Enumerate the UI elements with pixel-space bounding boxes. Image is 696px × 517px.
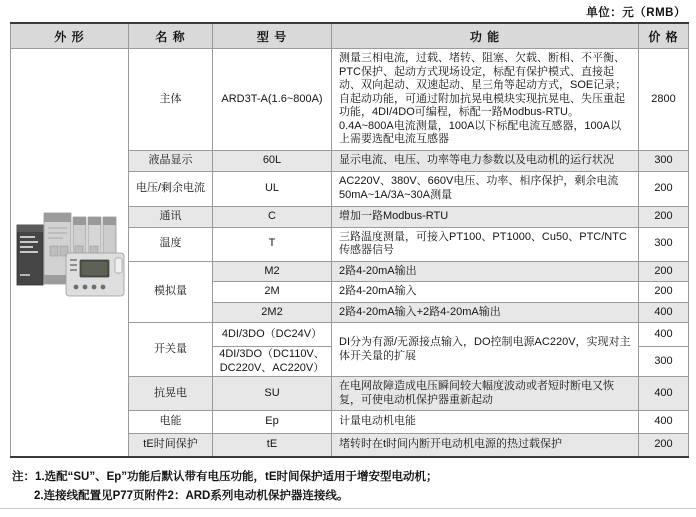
price-table bbox=[10, 22, 689, 458]
model-cell: UL bbox=[213, 171, 332, 206]
function-cell: 测量三相电流，过载、堵转、阻塞、欠载、断相、不平衡、PTC保护、起动方式现场设定，标配有保护模式、直接起动、双向起动、双速起动、星三角等起动方式，SOE记录；自起动功能，可通过附加抗晃电模块实现抗晃电、失压重起功能，4DI/4DO可编程，标配一路Modbus-RTU。0.4A~800A电流测量，100A以下标配电流互感器，100A以上需要选配电流互感器 bbox=[332, 49, 639, 151]
function-cell: 堵转时在t时间内断开电动机电源的热过载保护 bbox=[332, 434, 639, 457]
function-cell: 三路温度测量，可接入PT100、PT1000、Cu50、PTC/NTC传感器信号 bbox=[332, 227, 639, 261]
price-cell: 200 bbox=[639, 171, 689, 206]
model-cell: C bbox=[213, 206, 332, 227]
function-cell: 在电网故障造成电压瞬间较大幅度波动或者短时断电又恢复，可使电动机保护器重新起动 bbox=[332, 377, 639, 411]
name-cell: 电能 bbox=[129, 411, 213, 434]
function-cell: 2路4-20mA输入+2路4-20mA输出 bbox=[332, 302, 639, 323]
model-cell: tE bbox=[213, 434, 332, 457]
footnote-2: 2.连接线配置见P77页附件2：ARD系列电动机保护器连接线。 bbox=[34, 490, 349, 502]
price-cell: 200 bbox=[639, 282, 689, 303]
footnote-1: 注：1.选配“SU”、Ep”功能后默认带有电压功能，tE时间保护适用于增安型电动机； bbox=[12, 471, 438, 483]
price-cell: 200 bbox=[639, 434, 689, 457]
function-cell: AC220V、380V、660V电压、功率、相序保护，剩余电流50mA~1A/3A~30A测量 bbox=[332, 171, 639, 206]
model-cell: 4DI/3DO（DC24V） bbox=[213, 323, 332, 347]
name-cell: 通讯 bbox=[129, 206, 213, 227]
col-header-appearance: 外 形 bbox=[11, 23, 129, 49]
page-bottom-rule bbox=[0, 508, 696, 509]
function-cell: 计量电动机电能 bbox=[332, 411, 639, 434]
model-cell: 60L bbox=[213, 150, 332, 171]
model-cell: Ep bbox=[213, 411, 332, 434]
model-cell: ARD3T-A(1.6~800A) bbox=[213, 49, 332, 151]
name-cell: tE时间保护 bbox=[129, 434, 213, 457]
name-cell: 温度 bbox=[129, 227, 213, 261]
col-header-name: 名 称 bbox=[129, 23, 213, 49]
footnotes bbox=[12, 468, 438, 506]
price-cell: 400 bbox=[639, 323, 689, 347]
table-row-main-unit bbox=[11, 49, 689, 151]
unit-label: 单位：元（RMB） bbox=[586, 7, 686, 19]
model-cell: 4DI/3DO（DC110V、DC220V、AC220V） bbox=[213, 347, 332, 377]
function-cell: 2路4-20mA输出 bbox=[332, 261, 639, 282]
price-cell: 200 bbox=[639, 261, 689, 282]
model-cell: 2M bbox=[213, 282, 332, 303]
header-row bbox=[11, 23, 689, 49]
price-cell: 300 bbox=[639, 347, 689, 377]
name-cell: 电压/剩余电流 bbox=[129, 171, 213, 206]
function-cell: 显示电流、电压、功率等电力参数以及电动机的运行状况 bbox=[332, 150, 639, 171]
col-header-function: 功 能 bbox=[332, 23, 639, 49]
model-cell: M2 bbox=[213, 261, 332, 282]
name-cell: 液晶显示 bbox=[129, 150, 213, 171]
name-cell-analog-group: 模拟量 bbox=[129, 261, 213, 323]
function-cell: 增加一路Modbus-RTU bbox=[332, 206, 639, 227]
appearance-cell bbox=[11, 49, 129, 457]
model-cell: T bbox=[213, 227, 332, 261]
col-header-price: 价 格 bbox=[639, 23, 689, 49]
name-cell: 主体 bbox=[129, 49, 213, 151]
name-cell: 抗晃电 bbox=[129, 377, 213, 411]
col-header-model: 型 号 bbox=[213, 23, 332, 49]
function-cell: 2路4-20mA输入 bbox=[332, 282, 639, 303]
price-cell: 400 bbox=[639, 302, 689, 323]
name-cell-digital-group: 开关量 bbox=[129, 323, 213, 377]
product-photo bbox=[14, 200, 126, 300]
price-cell: 300 bbox=[639, 150, 689, 171]
price-cell: 2800 bbox=[639, 49, 689, 151]
price-cell: 300 bbox=[639, 227, 689, 261]
price-cell: 400 bbox=[639, 411, 689, 434]
model-cell: 2M2 bbox=[213, 302, 332, 323]
function-cell-digital-group: DI分为有源/无源接点输入，DO控制电源AC220V，实现对主体开关量的扩展 bbox=[332, 323, 639, 377]
price-cell: 200 bbox=[639, 206, 689, 227]
model-cell: SU bbox=[213, 377, 332, 411]
price-cell: 400 bbox=[639, 377, 689, 411]
